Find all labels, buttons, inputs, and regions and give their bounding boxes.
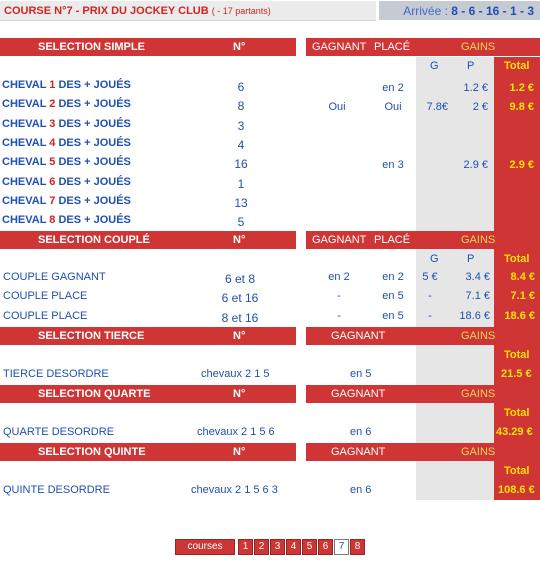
quinte-header-right [306, 443, 540, 461]
quinte-gagnant-label: GAGNANT [331, 446, 386, 458]
simple-row-label [2, 156, 131, 168]
couple-row-p-gain: 3.4 € [465, 271, 490, 283]
simple-p-label: P [467, 60, 475, 72]
quarte-total-label: Total [504, 407, 530, 419]
course-name: - PRIX DU JOCKEY CLUB [72, 5, 209, 17]
arrivee [403, 4, 534, 18]
simple-row-label [2, 176, 131, 188]
simple-g-label: G [430, 60, 439, 72]
simple-row-rank: 2 [49, 98, 56, 110]
couple-header-left [0, 231, 296, 249]
simple-row-total: 1.2 € [509, 82, 534, 94]
simple-row-number: 8 [237, 99, 245, 113]
simple-row-number: 1 [237, 177, 245, 191]
quinte-horses: chevaux 2 1 5 6 3 [191, 484, 278, 496]
quarte-amount: 43.29 € [496, 426, 533, 438]
simple-row-prefix: CHEVAL [2, 214, 50, 226]
arrivee-label: Arrivée : [403, 4, 448, 18]
simple-row-rank: 4 [49, 137, 56, 149]
tierce-horses: chevaux 2 1 5 [201, 368, 270, 380]
simple-row-number: 13 [234, 196, 248, 210]
tierce-header-right [306, 327, 540, 345]
couple-row-horses: 6 et 16 [221, 291, 259, 305]
quarte-gagnant-label: GAGNANT [331, 388, 386, 400]
simple-row-label [2, 137, 131, 149]
course-page-5[interactable]: 5 [302, 539, 317, 555]
couple-row-g-gain: - [428, 310, 432, 322]
quinte-header-left [0, 443, 296, 461]
simple-row-suffix: DES + JOUÉS [55, 79, 131, 91]
simple-row-suffix: DES + JOUÉS [55, 137, 131, 149]
simple-row-suffix: DES + JOUÉS [55, 118, 131, 130]
simple-row-rank: 6 [49, 176, 56, 188]
couple-place-label: PLACÉ [374, 234, 411, 246]
tierce-n-label: N° [233, 330, 246, 342]
simple-gagnant-label: GAGNANT [312, 41, 367, 53]
couple-gagnant-label: GAGNANT [312, 234, 367, 246]
quarte-gains-label: GAINS [461, 388, 496, 400]
simple-row-p-gain: 2.9 € [463, 159, 488, 171]
quinte-result: en 6 [350, 484, 372, 496]
simple-place-label: PLACÉ [374, 41, 411, 53]
arrivee-value: 8 - 6 - 16 - 1 - 3 [451, 4, 534, 18]
couple-row-g-gain: - [428, 290, 432, 302]
couple-row-gagnant: - [337, 310, 341, 322]
simple-row-rank: 5 [49, 156, 56, 168]
tierce-gains-label: GAINS [461, 330, 496, 342]
simple-row-suffix: DES + JOUÉS [55, 98, 131, 110]
couple-row-label: COUPLE PLACE [3, 310, 88, 322]
course-page-1[interactable]: 1 [238, 539, 253, 555]
partants-count: ( - 17 partants) [211, 6, 271, 16]
course-header [0, 1, 376, 21]
simple-row-suffix: DES + JOUÉS [55, 195, 131, 207]
course-page-2[interactable]: 2 [254, 539, 269, 555]
simple-row-prefix: CHEVAL [2, 137, 50, 149]
course-page-3[interactable]: 3 [270, 539, 285, 555]
quinte-amount: 108.6 € [498, 484, 535, 496]
quarte-n-label: N° [233, 388, 246, 400]
simple-row-number: 6 [237, 80, 245, 94]
simple-row-gagnant: Oui [328, 101, 346, 113]
course-page-8[interactable]: 8 [350, 539, 365, 555]
quinte-label: QUINTE DESORDRE [3, 484, 110, 496]
simple-header-left [0, 38, 296, 56]
arrivee-box [379, 1, 540, 20]
couple-row-place: en 5 [382, 310, 404, 322]
simple-row-label [2, 214, 131, 226]
simple-title: SELECTION SIMPLE [38, 41, 145, 53]
simple-row-number: 16 [234, 157, 248, 171]
quinte-gains-label: GAINS [461, 446, 496, 458]
couple-row-horses: 6 et 8 [224, 272, 256, 286]
simple-row-suffix: DES + JOUÉS [55, 176, 131, 188]
couple-row-total: 18.6 € [504, 310, 535, 322]
simple-row-prefix: CHEVAL [2, 176, 50, 188]
quarte-title: SELECTION QUARTE [38, 388, 151, 400]
simple-header-right [306, 38, 540, 56]
couple-header-right [306, 231, 540, 249]
couple-row-p-gain: 18.6 € [459, 310, 490, 322]
course-title [4, 5, 271, 17]
quarte-header-left [0, 385, 296, 403]
tierce-gagnant-label: GAGNANT [331, 330, 386, 342]
simple-row-prefix: CHEVAL [2, 195, 50, 207]
simple-row-p-gain: 1.2 € [463, 82, 488, 94]
couple-row-total: 7.1 € [510, 290, 535, 302]
simple-row-number: 4 [237, 138, 245, 152]
quarte-horses: chevaux 2 1 5 6 [197, 426, 275, 438]
quinte-n-label: N° [233, 446, 246, 458]
couple-total-label: Total [504, 253, 530, 265]
simple-row-label [2, 195, 131, 207]
couple-row-label: COUPLE GAGNANT [3, 271, 106, 283]
simple-row-number: 5 [237, 215, 245, 229]
simple-row-rank: 1 [49, 79, 56, 91]
course-number: COURSE N°7 [4, 5, 73, 17]
couple-row-g-gain: 5 € [422, 271, 438, 283]
simple-row-prefix: CHEVAL [2, 79, 50, 91]
simple-row-prefix: CHEVAL [2, 118, 50, 130]
couple-row-total: 8.4 € [510, 271, 535, 283]
quinte-total-label: Total [504, 465, 530, 477]
couple-row-place: en 2 [382, 271, 404, 283]
couple-gains-label: GAINS [461, 234, 496, 246]
couple-p-label: P [467, 253, 475, 265]
quinte-title: SELECTION QUINTE [38, 446, 146, 458]
simple-row-rank: 7 [49, 195, 56, 207]
quarte-label: QUARTE DESORDRE [3, 426, 115, 438]
simple-row-prefix: CHEVAL [2, 156, 50, 168]
simple-row-rank: 8 [49, 214, 56, 226]
course-page-4[interactable]: 4 [286, 539, 301, 555]
simple-row-rank: 3 [49, 118, 56, 130]
tierce-total-label: Total [504, 349, 530, 361]
simple-total-label: Total [504, 60, 530, 72]
simple-row-label [2, 79, 131, 91]
couple-row-horses: 8 et 16 [221, 311, 259, 325]
simple-row-total: 9.8 € [509, 101, 534, 113]
course-page-6[interactable]: 6 [318, 539, 333, 555]
tierce-header-left [0, 327, 296, 345]
couple-row-gagnant: - [337, 290, 341, 302]
tierce-amount: 21.5 € [501, 368, 532, 380]
tierce-title: SELECTION TIERCE [38, 330, 145, 342]
simple-row-label [2, 98, 131, 110]
simple-row-g-gain: 7.8€ [426, 101, 448, 113]
couple-n-label: N° [233, 234, 246, 246]
tierce-result: en 5 [350, 368, 372, 380]
simple-gains-label: GAINS [461, 41, 496, 53]
couple-row-p-gain: 7.1 € [465, 290, 490, 302]
couple-row-gagnant: en 2 [328, 271, 350, 283]
simple-row-place: en 3 [382, 159, 404, 171]
simple-row-place: Oui [384, 101, 402, 113]
quarte-result: en 6 [350, 426, 372, 438]
simple-row-p-gain: 2 € [472, 101, 488, 113]
simple-row-total: 2.9 € [509, 159, 534, 171]
couple-title: SELECTION COUPLÉ [38, 234, 150, 246]
couple-g-label: G [430, 253, 439, 265]
quarte-header-right [306, 385, 540, 403]
simple-row-suffix: DES + JOUÉS [55, 156, 131, 168]
couple-row-place: en 5 [382, 290, 404, 302]
simple-row-label [2, 118, 131, 130]
couple-row-label: COUPLE PLACE [3, 290, 88, 302]
simple-row-suffix: DES + JOUÉS [55, 214, 131, 226]
simple-row-place: en 2 [382, 82, 404, 94]
tierce-label: TIERCE DESORDRE [3, 368, 109, 380]
simple-n-label: N° [233, 41, 246, 53]
simple-row-number: 3 [237, 119, 245, 133]
courses-link[interactable]: courses [175, 539, 235, 555]
simple-row-prefix: CHEVAL [2, 98, 50, 110]
course-page-7[interactable]: 7 [334, 539, 349, 555]
